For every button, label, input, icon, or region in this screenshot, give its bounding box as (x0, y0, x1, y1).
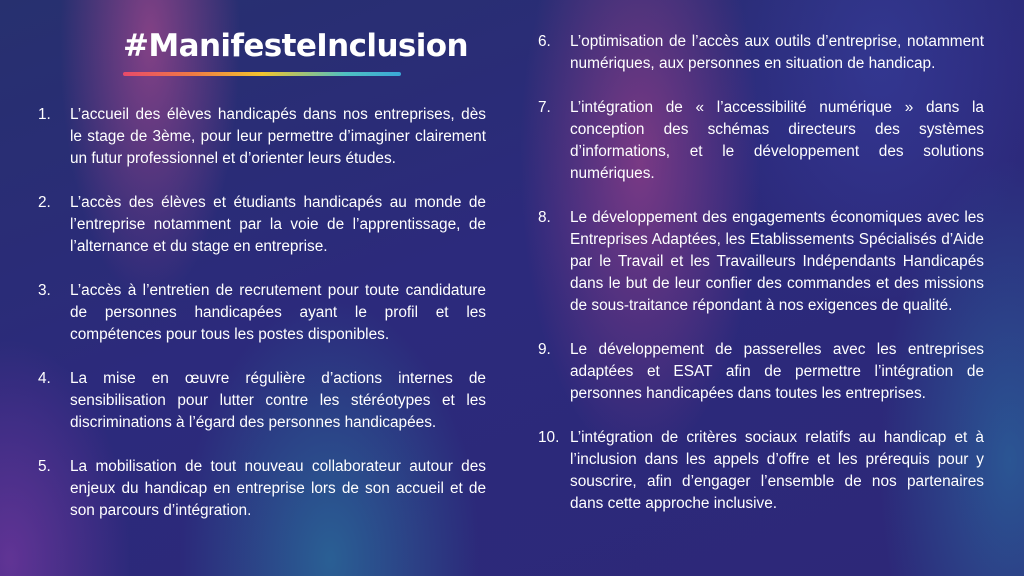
item-text: L’intégration de critères sociaux relatifs au handicap et à l’inclusion dans les appels d’offre et les prérequis pour y souscrire, afin d’engager l’ensemble de nos partenaires dans cette approche inclusive. (570, 429, 984, 512)
item-text: La mobilisation de tout nouveau collaborateur autour des enjeux du handicap en entreprise lors de son accueil et de son parcours d’intégration. (70, 458, 486, 519)
item-text: L’accès des élèves et étudiants handicapés au monde de l’entreprise notamment par la voie de l’apprentissage, de l’alternance et du stage en entreprise. (70, 194, 486, 255)
item-text: Le développement de passerelles avec les entreprises adaptées et ESAT afin de permettre l’intégration de personnes handicapées dans toutes les entreprises. (570, 341, 984, 402)
list-item (538, 207, 984, 317)
item-number: 4. (38, 370, 51, 387)
list-item (538, 31, 984, 75)
manifesto-list-right (538, 31, 984, 537)
list-item (38, 280, 486, 346)
item-text: Le développement des engagements économiques avec les Entreprises Adaptées, les Etablissements Spécialisés d’Aide par le Travail et les Travailleurs Indépendants Handicapés dans le but de leur confier des commandes et des missions de sous-traitance répondant à nos exigences de qualité. (570, 209, 984, 314)
list-item (38, 192, 486, 258)
list-item (538, 97, 984, 185)
item-text: La mise en œuvre régulière d’actions internes de sensibilisation pour lutter contre les stéréotypes et les discriminations à l’égard des personnes handicapées. (70, 370, 486, 431)
list-item (538, 339, 984, 405)
item-number: 3. (38, 282, 51, 299)
item-text: L’optimisation de l’accès aux outils d’entreprise, notamment numériques, aux personnes en situation de handicap. (570, 33, 984, 72)
item-text: L’accès à l’entretien de recrutement pour toute candidature de personnes handicapées ayant le profil et les compétences pour tous les postes disponibles. (70, 282, 486, 343)
item-number: 1. (38, 106, 51, 123)
item-number: 9. (538, 341, 551, 358)
item-number: 5. (38, 458, 51, 475)
page-title: #ManifesteInclusion (123, 28, 468, 64)
item-text: L’accueil des élèves handicapés dans nos entreprises, dès le stage de 3ème, pour leur permettre d’imaginer clairement un futur professionnel et d’orienter leurs études. (70, 106, 486, 167)
list-item (38, 368, 486, 434)
list-item (38, 104, 486, 170)
list-item (538, 427, 984, 515)
item-number: 2. (38, 194, 51, 211)
item-number: 7. (538, 99, 551, 116)
item-number: 10. (538, 429, 560, 446)
manifesto-list-left (38, 104, 486, 544)
item-text: L’intégration de « l’accessibilité numérique » dans la conception des schémas directeurs des systèmes d’informations, et le développement des solutions numériques. (570, 99, 984, 182)
item-number: 8. (538, 209, 551, 226)
item-number: 6. (538, 33, 551, 50)
title-underline (123, 72, 401, 76)
title-block (123, 26, 468, 76)
list-item (38, 456, 486, 522)
